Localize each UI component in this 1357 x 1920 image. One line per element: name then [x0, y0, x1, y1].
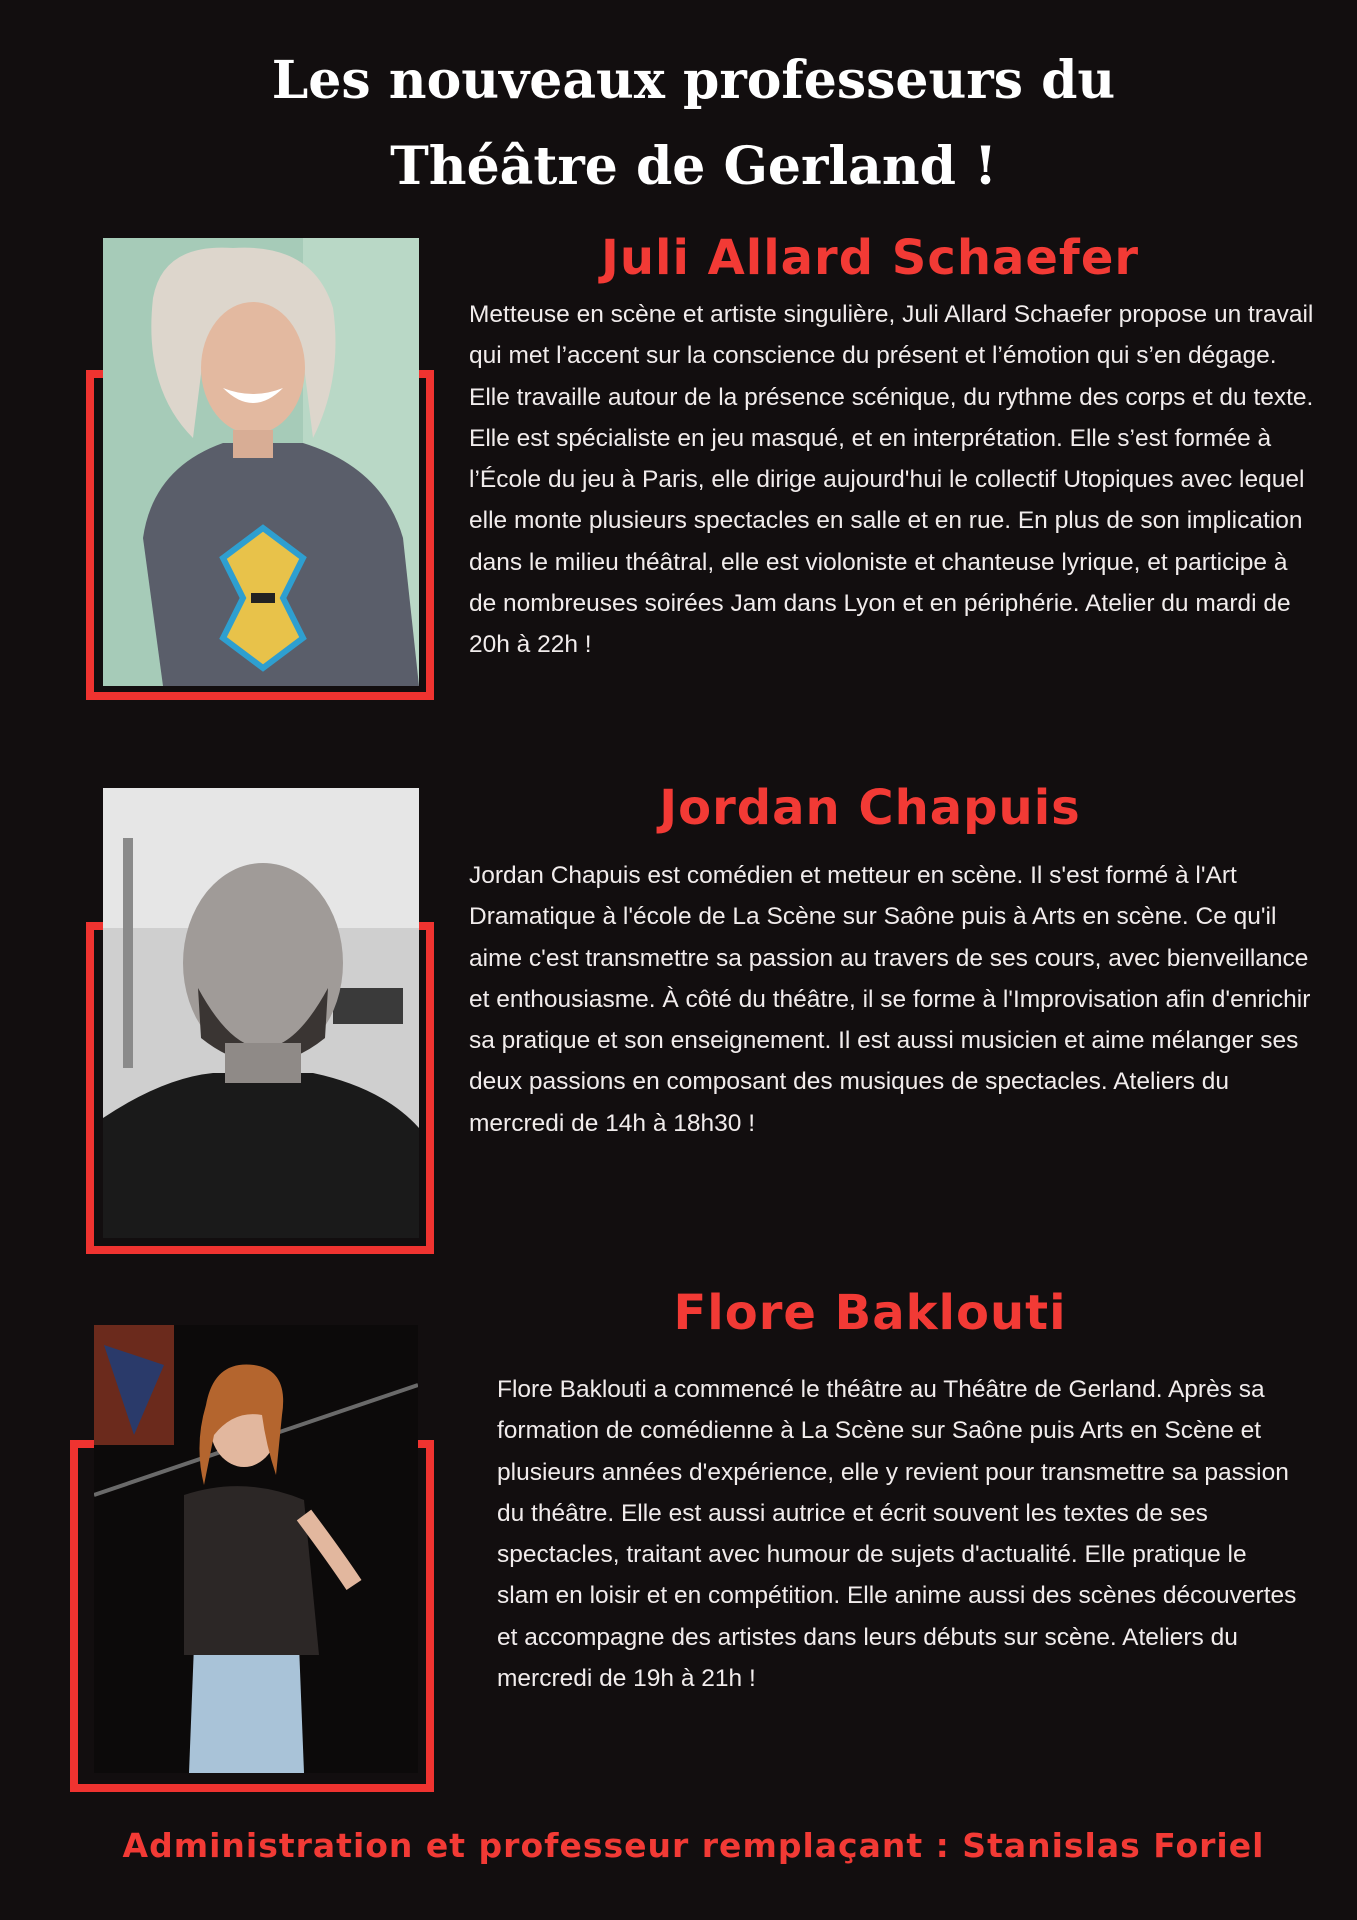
teacher-name-juli: Juli Allard Schaefer [600, 230, 1140, 286]
footer-credit: Administration et professeur remplaçant : Stanislas Foriel [122, 1826, 1265, 1865]
teacher-bio-flore: Flore Baklouti a commencé le théâtre au Théâtre de Gerland. Après sa formation de comédienne à La Scène sur Saône puis Arts en Scène et plusieurs années d'expérience, elle y revient pour transmettre sa passion du théâtre. Elle est aussi autrice et écrit souvent les textes de ses spectacles, traitant avec humour de sujets d'actualité. Elle pratique le slam en loisir et en compétition. Elle anime aussi des scènes découvertes et accompagne des artistes dans leurs débuts sur scène. Ateliers du mercredi de 19h à 21h ! [497, 1376, 1297, 1693]
teacher-name-jordan: Jordan Chapuis [659, 780, 1081, 836]
teacher-photo-jordan [103, 788, 419, 1238]
page-title [0, 38, 1357, 210]
teacher-bio-jordan: Jordan Chapuis est comédien et metteur en scène. Il s'est formé à l'Art Dramatique à l'école de La Scène sur Saône puis à Arts en scène. Ce qu'il aime c'est transmettre sa passion au travers de ses cours, avec bienveillance et enthousiasme. À côté du théâtre, il se forme à l'Improvisation afin d'enrichir sa pratique et son enseignement. Il est aussi musicien et aime mélanger ses deux passions en composant des musiques de spectacles. Ateliers du mercredi de 14h à 18h30 ! [469, 862, 1311, 1137]
title-line-2: Théâtre de Gerland ! [390, 136, 997, 197]
teacher-photo-flore [94, 1325, 418, 1773]
title-line-1: Les nouveaux professeurs du [271, 50, 1116, 111]
teacher-photo-juli [103, 238, 419, 686]
teacher-name-flore: Flore Baklouti [673, 1285, 1067, 1341]
teacher-bio-juli: Metteuse en scène et artiste singulière, Juli Allard Schaefer propose un travail qui met l’accent sur la conscience du présent et l’émotion qui s’en dégage. Elle travaille autour de la présence scénique, du rythme des corps et du texte. Elle est spécialiste en jeu masqué, et en interprétation. Elle s’est formée à l’École du jeu à Paris, elle dirige aujourd'hui le collectif Utopiques avec lequel elle monte plusieurs spectacles en salle et en rue. En plus de son implication dans le milieu théâtral, elle est violoniste et chanteuse lyrique, et participe à de nombreuses soirées Jam dans Lyon et en périphérie. Atelier du mardi de 20h à 22h ! [469, 301, 1314, 659]
